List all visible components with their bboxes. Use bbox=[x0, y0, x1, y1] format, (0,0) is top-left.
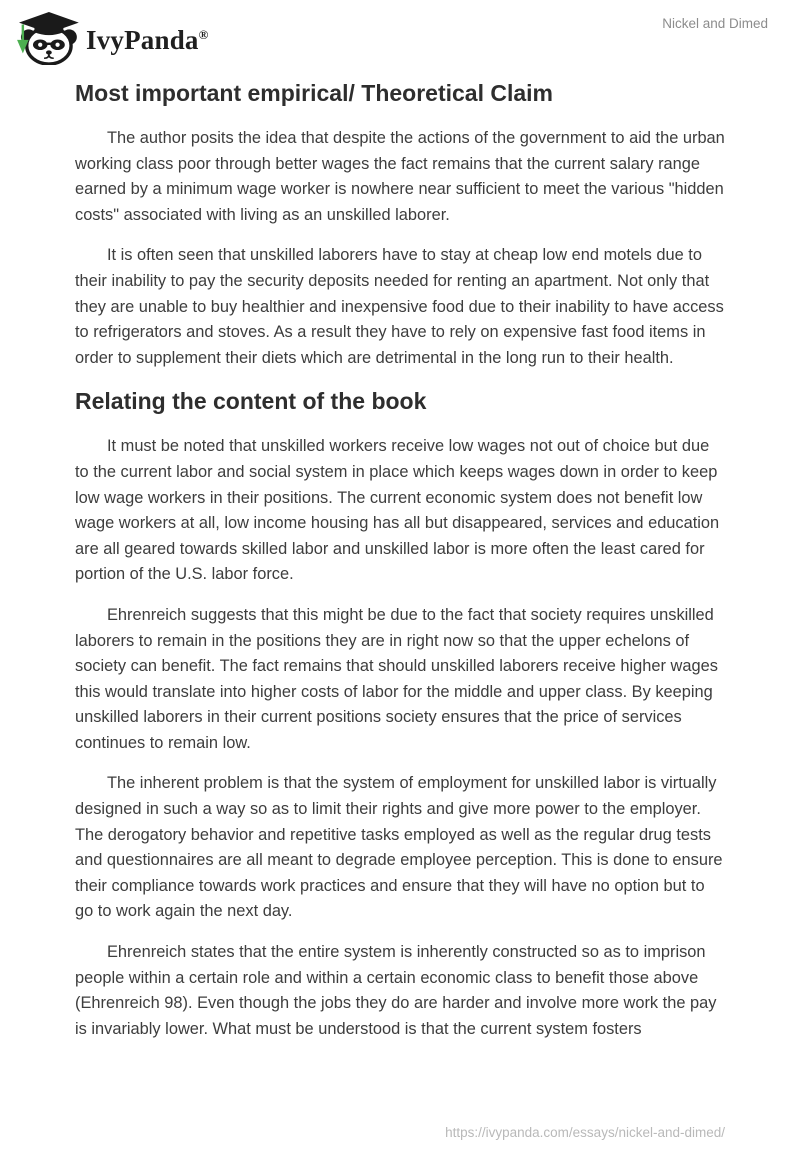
registered-mark: ® bbox=[198, 27, 209, 42]
paragraph: It is often seen that unskilled laborers have to stay at cheap low end motels due to their inability to pay the security deposits needed for renting an apartment. Not only that they are unable to buy healthier and inexpensive food due to their inability to have access to refrigerators and stoves. As a result they have to rely on expensive fast food items in order to supplement their diets which are detrimental in the long run to their health. bbox=[75, 246, 724, 367]
section-relating-content bbox=[75, 386, 725, 1042]
page-header bbox=[0, 0, 800, 64]
paragraph: Ehrenreich states that the entire system is inherently constructed so as to imprison people within a certain role and within a certain economic class to benefit those above (Ehrenreich 98). Even though the jobs they do are harder and involve more work the pay is invariably lower. What must be understood is that the current system fosters bbox=[75, 943, 717, 1038]
paragraph: Ehrenreich suggests that this might be due to the fact that society requires unskilled laborers to remain in the positions they are in right now so that the upper echelons of society can benefit. The fact remains that should unskilled laborers receive higher wages this would translate into higher costs of labor for the middle and upper class. By keeping unskilled laborers in their current positions society ensures that the price of services continues to remain low. bbox=[75, 605, 718, 752]
paragraph: The inherent problem is that the system of employment for unskilled labor is virtually designed in such a way so as to limit their rights and give more power to the employer. The derogatory behavior and repetitive tasks employed as well as the regular drug tests and questionnaires are all meant to degrade employee perception. This is done to ensure their compliance towards work practices and ensure that they will have no option but to go to work again the next day. bbox=[75, 774, 723, 921]
section-heading: Relating the content of the book bbox=[75, 388, 427, 415]
section-heading: Most important empirical/ Theoretical Claim bbox=[75, 80, 553, 106]
paragraph: The author posits the idea that despite the actions of the government to aid the urban working class poor through better wages the fact remains that the current salary range earned by a minimum wage worker is nowhere near sufficient to meet the various "hidden costs" associated with living as an unskilled laborer. bbox=[75, 129, 725, 224]
brand-text: IvyPanda bbox=[86, 25, 199, 55]
brand-name[interactable] bbox=[86, 8, 209, 67]
panda-logo-icon bbox=[12, 11, 80, 65]
paragraph: It must be noted that unskilled workers receive low wages not out of choice but due to the current labor and social system in place which keeps wages down in order to keep low wage workers in their positions. The current economic system does not benefit low wage workers at all, low income housing has all but disappeared, services and education are all geared towards skilled labor and unskilled labor is more often the least cared for portion of the U.S. labor force. bbox=[75, 437, 720, 584]
source-url-link[interactable]: https://ivypanda.com/essays/nickel-and-dimed/ bbox=[445, 1125, 725, 1140]
document-title: Nickel and Dimed bbox=[662, 16, 768, 31]
page-footer bbox=[445, 1124, 725, 1142]
section-empirical-claim bbox=[75, 78, 725, 371]
essay-content bbox=[0, 78, 800, 1042]
ivypanda-logo[interactable] bbox=[12, 8, 209, 67]
